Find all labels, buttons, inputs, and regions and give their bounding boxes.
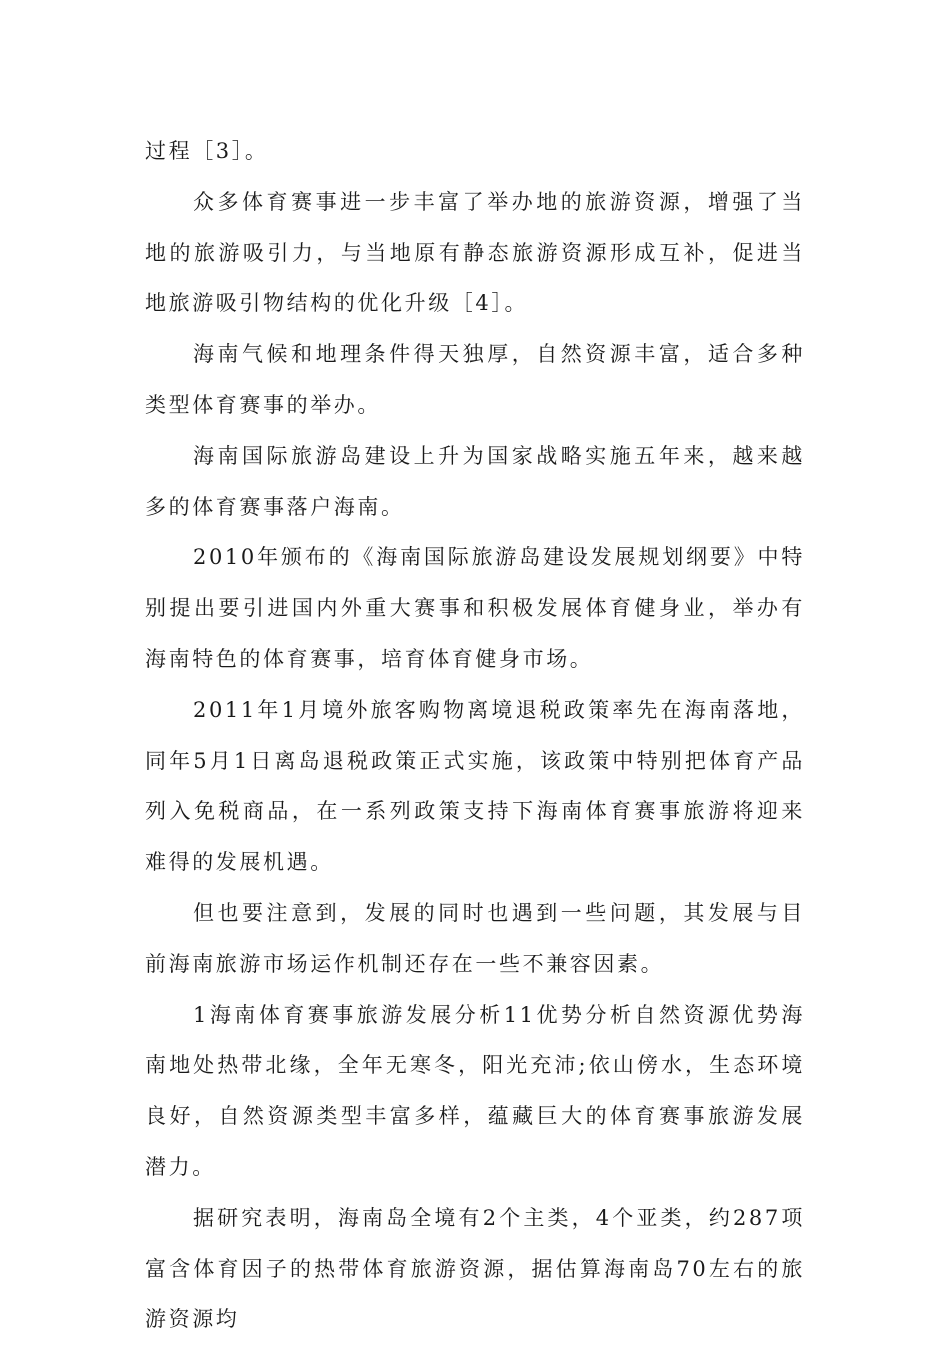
- paragraph: 但也要注意到，发展的同时也遇到一些问题，其发展与目前海南旅游市场运作机制还存在一些不兼容因素。: [145, 900, 805, 976]
- paragraph: 海南气候和地理条件得天独厚，自然资源丰富，适合多种类型体育赛事的举办。: [145, 342, 805, 417]
- paragraph: 众多体育赛事进一步丰富了举办地的旅游资源，增强了当地的旅游吸引力，与当地原有静态旅游资源形成互补，促进当地旅游吸引物结构的优化升级［4］。: [145, 189, 805, 316]
- paragraph: 据研究表明，海南岛全境有2个主类，4个亚类，约287项富含体育因子的热带体育旅游资源，据估算海南岛70左右的旅游资源均: [145, 1205, 805, 1332]
- paragraph: 2011年1月境外旅客购物离境退税政策率先在海南落地，同年5月1日离岛退税政策正式实施，该政策中特别把体育产品列入免税商品，在一系列政策支持下海南体育赛事旅游将迎来难得的发展机遇。: [145, 697, 805, 875]
- paragraph-continuation: 过程［3］。: [145, 139, 269, 163]
- paragraph: 2010年颁布的《海南国际旅游岛建设发展规划纲要》中特别提出要引进国内外重大赛事和积极发展体育健身业，举办有海南特色的体育赛事，培育体育健身市场。: [145, 545, 805, 671]
- paragraph: 1海南体育赛事旅游发展分析11优势分析自然资源优势海南地处热带北缘，全年无寒冬，阳光充沛;依山傍水，生态环境良好，自然资源类型丰富多样，蕴藏巨大的体育赛事旅游发展潜力。: [145, 1002, 805, 1179]
- document-body: [145, 126, 805, 1345]
- paragraph: 海南国际旅游岛建设上升为国家战略实施五年来，越来越多的体育赛事落户海南。: [145, 443, 805, 519]
